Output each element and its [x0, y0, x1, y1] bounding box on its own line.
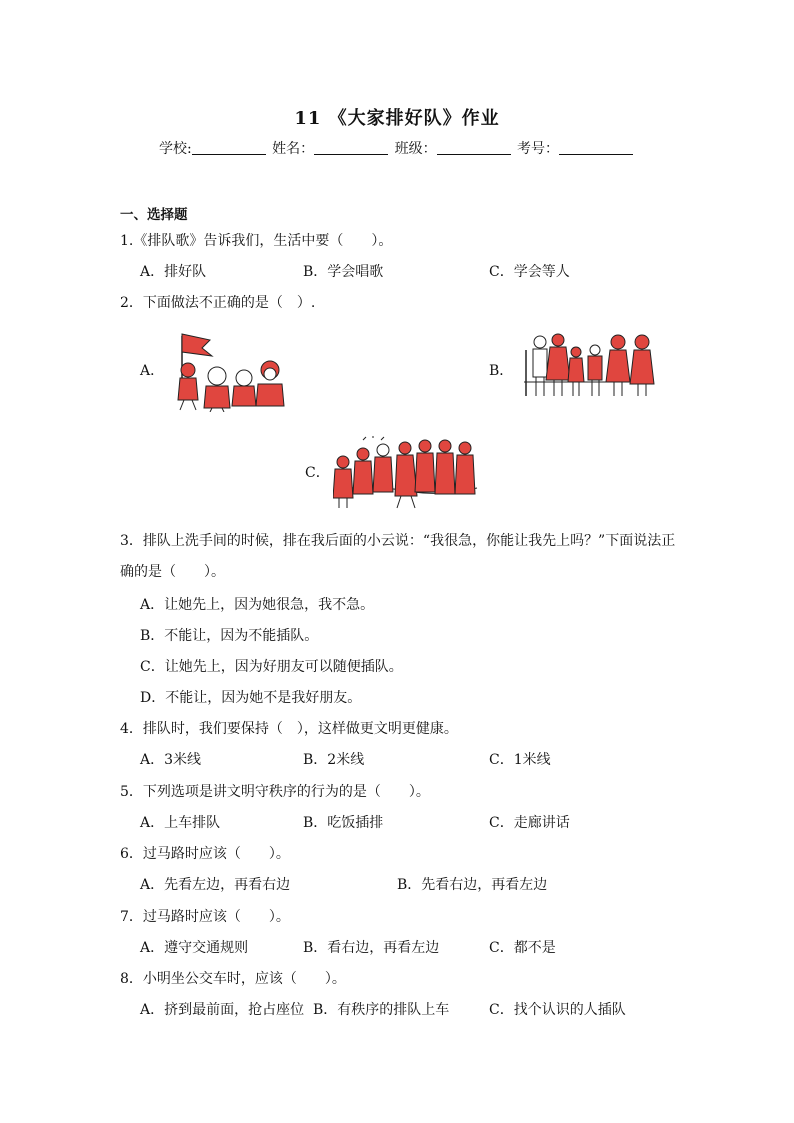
crowding-line-illustration [333, 436, 479, 510]
page-title: 11 《大家排好队》作业 [294, 108, 500, 129]
question-3-option-b[interactable]: B．不能让，因为不能插队。 [140, 628, 319, 644]
name-label: 姓名： [272, 141, 315, 157]
question-3-stem-line-2: 确的是（ ）。 [120, 564, 225, 580]
question-4-option-b[interactable]: B．2米线 [303, 752, 365, 768]
school-blank[interactable] [192, 140, 266, 155]
question-7-option-c[interactable]: C．都不是 [489, 940, 556, 956]
question-3-option-c[interactable]: C．让她先上，因为好朋友可以随便插队。 [140, 659, 403, 675]
question-8-stem: 8．小明坐公交车时，应该（ ）。 [120, 971, 346, 987]
question-6-stem: 6．过马路时应该（ ）。 [120, 846, 290, 862]
question-2-option-a[interactable]: A． [140, 363, 165, 379]
name-blank[interactable] [314, 140, 388, 155]
class-label: 班级： [394, 141, 437, 157]
question-1-option-c[interactable]: C．学会等人 [489, 264, 570, 280]
question-5-option-b[interactable]: B．吃饭插排 [303, 815, 384, 831]
number-label: 考号： [517, 141, 560, 157]
question-4-option-a[interactable]: A．3米线 [140, 752, 202, 768]
question-8-option-a[interactable]: A．挤到最前面，抢占座位 [140, 1002, 305, 1018]
section-title: 一、选择题 [120, 207, 188, 223]
question-2-stem: 2．下面做法不正确的是（ ）. [120, 295, 316, 311]
question-4-option-c[interactable]: C．1米线 [489, 752, 551, 768]
question-6-option-b[interactable]: B．先看右边，再看左边 [397, 877, 548, 893]
student-info-row [0, 138, 794, 158]
question-1-option-b[interactable]: B．学会唱歌 [303, 264, 384, 280]
question-2-option-c[interactable]: C． [305, 465, 330, 481]
queue-line-illustration [522, 330, 656, 400]
question-7-option-b[interactable]: B．看右边，再看左边 [303, 940, 440, 956]
question-1-stem: 1.《排队歌》告诉我们，生活中要（ ）。 [120, 233, 393, 249]
kids-with-flag-illustration [172, 328, 300, 412]
number-blank[interactable] [559, 140, 633, 155]
question-3-stem-line-1: 3．排队上洗手间的时候，排在我后面的小云说：“我很急，你能让我先上吗？”下面说法正 [120, 533, 676, 549]
question-5-stem: 5．下列选项是讲文明守秩序的行为的是（ ）。 [120, 784, 430, 800]
question-5-option-c[interactable]: C．走廊讲话 [489, 815, 570, 831]
question-8-option-c[interactable]: C．找个认识的人插队 [489, 1002, 626, 1018]
school-label: 学校: [158, 141, 192, 157]
question-4-stem: 4．排队时，我们要保持（ ），这样做更文明更健康。 [120, 721, 458, 737]
question-6-option-a[interactable]: A．先看左边，再看右边 [140, 877, 291, 893]
question-5-option-a[interactable]: A．上车排队 [140, 815, 221, 831]
class-blank[interactable] [437, 140, 511, 155]
question-7-stem: 7．过马路时应该（ ）。 [120, 909, 290, 925]
question-7-option-a[interactable]: A．遵守交通规则 [140, 940, 249, 956]
question-8-option-b[interactable]: B．有秩序的排队上车 [313, 1002, 450, 1018]
question-1-option-a[interactable]: A．排好队 [140, 264, 207, 280]
question-3-option-d[interactable]: D．不能让，因为她不是我好朋友。 [140, 690, 362, 706]
question-3-option-a[interactable]: A．让她先上，因为她很急，我不急。 [140, 597, 375, 613]
question-2-option-b[interactable]: B． [489, 363, 514, 379]
